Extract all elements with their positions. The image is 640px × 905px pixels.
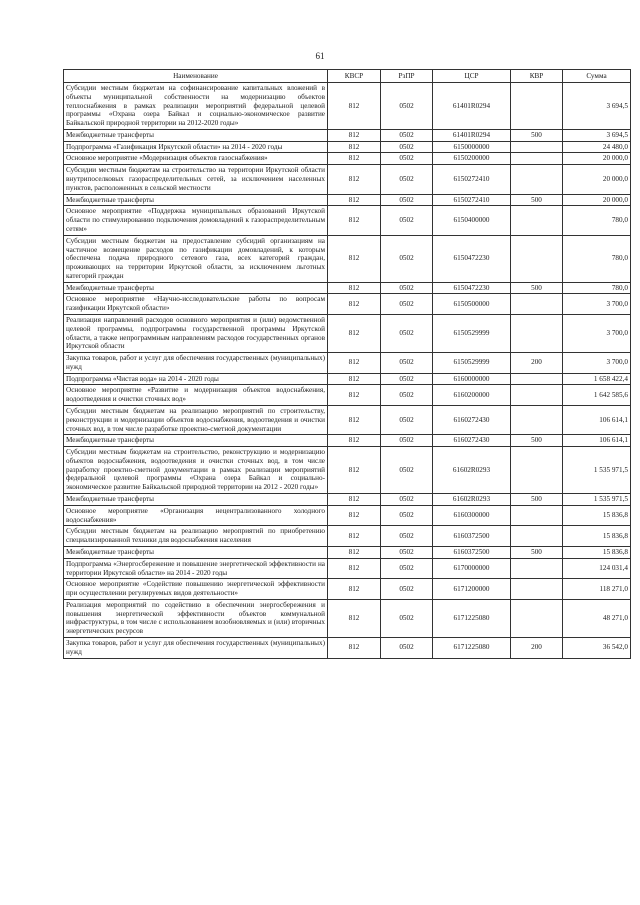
cell-name: Подпрограмма «Чистая вода» на 2014 - 2020 годы [64, 373, 328, 385]
cell-kvr: 500 [511, 194, 563, 206]
cell-rzpr: 0502 [381, 206, 433, 235]
table-row [64, 235, 631, 282]
cell-name: Субсидии местным бюджетам на софинансирование капитальных вложений в объекты муниципальной собственности на модернизацию объектов теплоснабжения в рамках реализации мероприятий федеральной целевой программы «Охрана озера Байкал и социально-экономическое развитие Байкальской природной территории на 2012-2020 годы» [64, 83, 328, 130]
cell-kvsr: 812 [328, 194, 381, 206]
cell-csr: 6150529999 [433, 353, 511, 374]
cell-sum: 3 700,0 [563, 353, 631, 374]
table-row [64, 353, 631, 374]
cell-rzpr: 0502 [381, 83, 433, 130]
cell-csr: 61401R0294 [433, 83, 511, 130]
cell-kvsr: 812 [328, 83, 381, 130]
cell-kvr [511, 505, 563, 526]
table-row [64, 526, 631, 547]
table-row [64, 406, 631, 435]
cell-kvsr: 812 [328, 579, 381, 600]
cell-csr: 6150200000 [433, 153, 511, 165]
cell-rzpr: 0502 [381, 406, 433, 435]
cell-csr: 6150400000 [433, 206, 511, 235]
cell-sum: 1 642 585,6 [563, 385, 631, 406]
budget-table [63, 69, 631, 659]
cell-csr: 61401R0294 [433, 129, 511, 141]
cell-kvsr: 812 [328, 206, 381, 235]
cell-csr: 61602R0293 [433, 494, 511, 506]
cell-kvr [511, 141, 563, 153]
cell-kvr [511, 206, 563, 235]
cell-sum: 3 700,0 [563, 294, 631, 315]
cell-name: Основное мероприятие «Научно-исследовательские работы по вопросам газификации Иркутской области» [64, 294, 328, 315]
cell-kvr: 200 [511, 353, 563, 374]
cell-kvsr: 812 [328, 599, 381, 637]
cell-kvr: 200 [511, 637, 563, 658]
cell-sum: 15 836,8 [563, 546, 631, 558]
cell-name: Закупка товаров, работ и услуг для обеспечения государственных (муниципальных) нужд [64, 353, 328, 374]
cell-kvsr: 812 [328, 282, 381, 294]
table-row [64, 599, 631, 637]
cell-kvr [511, 373, 563, 385]
cell-csr: 6170000000 [433, 558, 511, 579]
table-row [64, 294, 631, 315]
cell-name: Субсидии местным бюджетам на строительство на территории Иркутской области внутрипоселковых газораспределительных сетей, за исключением населенных пунктов, расположенных в сельской местности [64, 165, 328, 194]
cell-kvr [511, 153, 563, 165]
cell-sum: 20 000,0 [563, 165, 631, 194]
cell-sum: 780,0 [563, 282, 631, 294]
table-row [64, 505, 631, 526]
cell-kvr: 500 [511, 494, 563, 506]
cell-rzpr: 0502 [381, 494, 433, 506]
cell-kvr [511, 83, 563, 130]
cell-csr: 6150472230 [433, 282, 511, 294]
cell-kvsr: 812 [328, 314, 381, 352]
table-row [64, 546, 631, 558]
cell-kvr [511, 235, 563, 282]
table-row [64, 141, 631, 153]
cell-rzpr: 0502 [381, 526, 433, 547]
cell-csr: 6150272410 [433, 165, 511, 194]
cell-sum: 106 614,1 [563, 406, 631, 435]
cell-rzpr: 0502 [381, 447, 433, 494]
cell-name: Субсидии местным бюджетам на реализацию мероприятий по приобретению специализированной техники для водоснабжения населения [64, 526, 328, 547]
cell-name: Межбюджетные трансферты [64, 546, 328, 558]
cell-csr: 6160200000 [433, 385, 511, 406]
column-header-rzpr: РзПР [381, 70, 433, 83]
cell-sum: 1 658 422,4 [563, 373, 631, 385]
table-row [64, 579, 631, 600]
cell-kvsr: 812 [328, 165, 381, 194]
cell-rzpr: 0502 [381, 294, 433, 315]
cell-csr: 6160272430 [433, 435, 511, 447]
table-row [64, 637, 631, 658]
cell-kvr [511, 294, 563, 315]
column-header-kvr: КВР [511, 70, 563, 83]
cell-csr: 6171225080 [433, 599, 511, 637]
cell-kvsr: 812 [328, 447, 381, 494]
cell-rzpr: 0502 [381, 153, 433, 165]
column-header-name: Наименование [64, 70, 328, 83]
cell-sum: 3 694,5 [563, 129, 631, 141]
cell-kvsr: 812 [328, 494, 381, 506]
table-row [64, 494, 631, 506]
cell-kvsr: 812 [328, 637, 381, 658]
cell-name: Основное мероприятие «Модернизация объектов газоснабжения» [64, 153, 328, 165]
cell-rzpr: 0502 [381, 353, 433, 374]
cell-sum: 118 271,0 [563, 579, 631, 600]
cell-csr: 6160000000 [433, 373, 511, 385]
cell-rzpr: 0502 [381, 194, 433, 206]
cell-kvr [511, 385, 563, 406]
cell-kvr [511, 526, 563, 547]
cell-rzpr: 0502 [381, 579, 433, 600]
cell-kvr: 500 [511, 546, 563, 558]
table-header-row [64, 70, 631, 83]
cell-rzpr: 0502 [381, 165, 433, 194]
table-row [64, 83, 631, 130]
cell-name: Межбюджетные трансферты [64, 194, 328, 206]
cell-kvsr: 812 [328, 406, 381, 435]
cell-csr: 6150500000 [433, 294, 511, 315]
cell-name: Основное мероприятие «Поддержка муниципальных образований Иркутской области по стимулированию подключения домовладений к газораспределительным сетям» [64, 206, 328, 235]
cell-kvr [511, 599, 563, 637]
cell-sum: 106 614,1 [563, 435, 631, 447]
cell-sum: 36 542,0 [563, 637, 631, 658]
cell-kvsr: 812 [328, 505, 381, 526]
cell-sum: 780,0 [563, 235, 631, 282]
cell-sum: 48 271,0 [563, 599, 631, 637]
column-header-csr: ЦСР [433, 70, 511, 83]
cell-csr: 6160300000 [433, 505, 511, 526]
cell-kvr [511, 165, 563, 194]
table-row [64, 282, 631, 294]
cell-csr: 6171225080 [433, 637, 511, 658]
cell-kvr: 500 [511, 435, 563, 447]
cell-name: Закупка товаров, работ и услуг для обеспечения государственных (муниципальных) нужд [64, 637, 328, 658]
cell-sum: 15 836,8 [563, 505, 631, 526]
cell-rzpr: 0502 [381, 373, 433, 385]
cell-kvsr: 812 [328, 546, 381, 558]
cell-sum: 780,0 [563, 206, 631, 235]
cell-kvsr: 812 [328, 153, 381, 165]
table-body [64, 83, 631, 659]
table-row [64, 314, 631, 352]
cell-name: Основное мероприятие «Содействие повышению энергетической эффективности при осуществлении регулируемых видов деятельности» [64, 579, 328, 600]
cell-name: Субсидии местным бюджетам на реализацию мероприятий по строительству, реконструкции и модернизации объектов водоснабжения, водоотведения и очистки сточных вод, в том числе разработке проектно-сметной документации [64, 406, 328, 435]
cell-sum: 24 480,0 [563, 141, 631, 153]
cell-rzpr: 0502 [381, 129, 433, 141]
cell-csr: 6160272430 [433, 406, 511, 435]
cell-kvr: 500 [511, 282, 563, 294]
cell-kvr [511, 447, 563, 494]
table-row [64, 435, 631, 447]
cell-rzpr: 0502 [381, 282, 433, 294]
table-row [64, 373, 631, 385]
column-header-sum: Сумма [563, 70, 631, 83]
cell-kvsr: 812 [328, 385, 381, 406]
cell-kvr: 500 [511, 129, 563, 141]
cell-kvr [511, 314, 563, 352]
table-row [64, 129, 631, 141]
cell-rzpr: 0502 [381, 558, 433, 579]
table-row [64, 447, 631, 494]
cell-name: Подпрограмма «Энергосбережение и повышение энергетической эффективности на территории Иркутской области» на 2014 - 2020 годы [64, 558, 328, 579]
cell-csr: 6171200000 [433, 579, 511, 600]
cell-rzpr: 0502 [381, 235, 433, 282]
cell-name: Межбюджетные трансферты [64, 282, 328, 294]
cell-kvsr: 812 [328, 235, 381, 282]
cell-rzpr: 0502 [381, 435, 433, 447]
cell-csr: 6160372500 [433, 526, 511, 547]
cell-sum: 15 836,8 [563, 526, 631, 547]
cell-rzpr: 0502 [381, 314, 433, 352]
cell-sum: 3 700,0 [563, 314, 631, 352]
table-row [64, 558, 631, 579]
cell-kvsr: 812 [328, 526, 381, 547]
page-number: 61 [315, 51, 325, 61]
table-row [64, 194, 631, 206]
cell-kvsr: 812 [328, 141, 381, 153]
cell-rzpr: 0502 [381, 546, 433, 558]
cell-kvr [511, 558, 563, 579]
cell-name: Межбюджетные трансферты [64, 129, 328, 141]
cell-csr: 6150272410 [433, 194, 511, 206]
cell-rzpr: 0502 [381, 141, 433, 153]
cell-sum: 1 535 971,5 [563, 447, 631, 494]
cell-kvsr: 812 [328, 294, 381, 315]
cell-rzpr: 0502 [381, 599, 433, 637]
cell-kvsr: 812 [328, 353, 381, 374]
cell-sum: 20 000,0 [563, 153, 631, 165]
table-row [64, 206, 631, 235]
table-row [64, 165, 631, 194]
cell-name: Подпрограмма «Газификация Иркутской области» на 2014 - 2020 годы [64, 141, 328, 153]
cell-kvsr: 812 [328, 558, 381, 579]
cell-kvr [511, 579, 563, 600]
cell-sum: 124 031,4 [563, 558, 631, 579]
cell-sum: 20 000,0 [563, 194, 631, 206]
cell-kvsr: 812 [328, 129, 381, 141]
table-row [64, 153, 631, 165]
cell-rzpr: 0502 [381, 637, 433, 658]
cell-csr: 61602R0293 [433, 447, 511, 494]
cell-name: Межбюджетные трансферты [64, 494, 328, 506]
column-header-kvsr: КВСР [328, 70, 381, 83]
cell-rzpr: 0502 [381, 505, 433, 526]
cell-kvsr: 812 [328, 373, 381, 385]
cell-csr: 6150529999 [433, 314, 511, 352]
cell-csr: 6150472230 [433, 235, 511, 282]
cell-csr: 6150000000 [433, 141, 511, 153]
cell-sum: 3 694,5 [563, 83, 631, 130]
cell-sum: 1 535 971,5 [563, 494, 631, 506]
cell-csr: 6160372500 [433, 546, 511, 558]
cell-name: Субсидии местным бюджетам на предоставление субсидий организациям на частичное возмещение расходов по газификации домовладений, к которым обеспечена подача природного сетевого газа, всех категорий граждан, проживающих на территории Иркутской области, за исключением льготных категорий граждан [64, 235, 328, 282]
cell-kvsr: 812 [328, 435, 381, 447]
cell-kvr [511, 406, 563, 435]
cell-name: Субсидии местным бюджетам на строительство, реконструкцию и модернизацию объектов водоснабжения, водоотведения и очистки сточных вод, в том числе разработку проектно-сметной документации в рамках реализации мероприятий федеральной целевой программы «Охрана озера Байкал и социально-экономическое развитие Байкальской природной территории на 2012 - 2020 годы» [64, 447, 328, 494]
cell-name: Основное мероприятие «Организация нецентрализованного холодного водоснабжения» [64, 505, 328, 526]
cell-name: Реализация мероприятий по содействию в обеспечении энергосбережения и повышения энергетической эффективности объектов коммунальной инфраструктуры, в том числе с использованием возобновляемых и (или) вторичных энергетических ресурсов [64, 599, 328, 637]
cell-name: Основное мероприятие «Развитие и модернизация объектов водоснабжения, водоотведения и очистки сточных вод» [64, 385, 328, 406]
cell-name: Реализация направлений расходов основного мероприятия и (или) ведомственной целевой программы, подпрограммы государственной программы Иркутской области, а также непрограммным направлениям расходов государственных органов Иркутской области [64, 314, 328, 352]
table-row [64, 385, 631, 406]
cell-name: Межбюджетные трансферты [64, 435, 328, 447]
cell-rzpr: 0502 [381, 385, 433, 406]
